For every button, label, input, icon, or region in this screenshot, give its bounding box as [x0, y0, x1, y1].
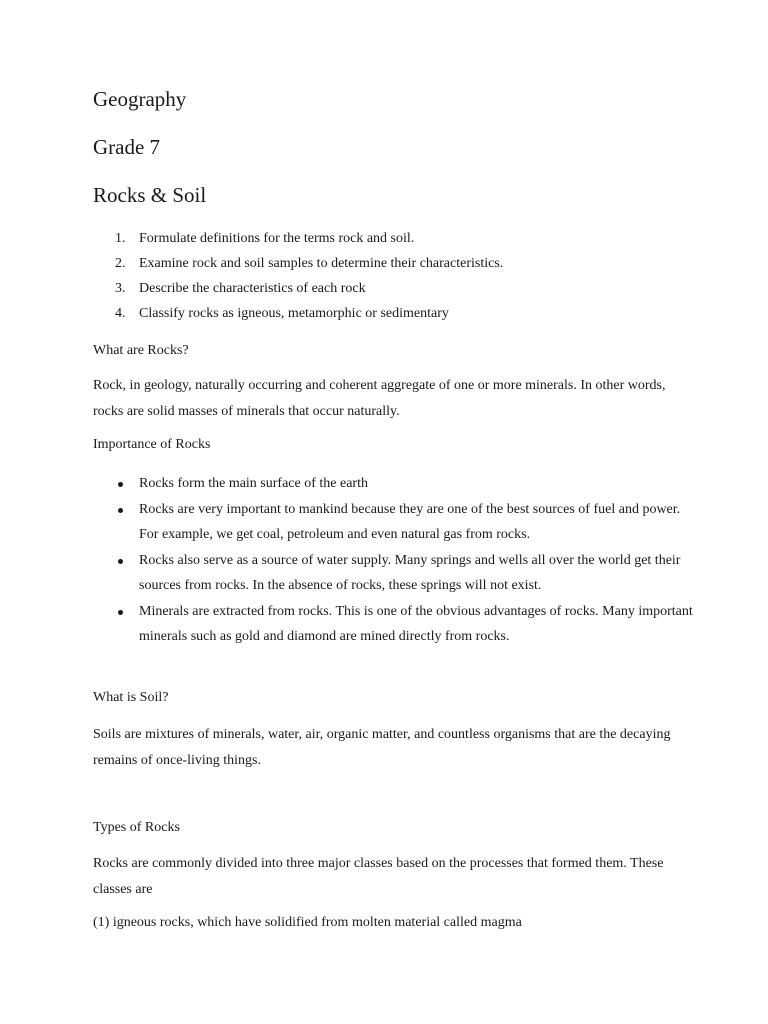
importance-item	[93, 599, 693, 650]
soil-definition: Soils are mixtures of minerals, water, air, organic matter, and countless organisms that are the decaying remains of once-living things.	[93, 727, 671, 768]
bullet-icon	[118, 559, 123, 564]
objective-text: Describe the characteristics of each rock	[139, 281, 366, 296]
objective-text: Examine rock and soil samples to determine their characteristics.	[139, 256, 504, 271]
importance-text: Minerals are extracted from rocks. This is one of the obvious advantages of rocks. Many important minerals such as gold and diamond are mined directly from rocks.	[139, 603, 693, 644]
importance-text: Rocks also serve as a source of water supply. Many springs and wells all over the world get their sources from rocks. In the absence of rocks, these springs will not exist.	[139, 552, 681, 593]
objective-text: Formulate definitions for the terms rock and soil.	[139, 231, 415, 246]
rocks-definition: Rock, in geology, naturally occurring and coherent aggregate of one or more minerals. In other words, rocks are solid masses of minerals that occur naturally.	[93, 378, 666, 419]
objective-number: 2.	[115, 256, 126, 271]
objective-item	[93, 229, 503, 254]
igneous-class-text: (1) igneous rocks, which have solidified from molten material called magma	[93, 915, 522, 930]
importance-item	[93, 471, 693, 497]
bullet-icon	[118, 482, 123, 487]
soil-section-title: What is Soil?	[93, 690, 169, 705]
importance-section-title: Importance of Rocks	[93, 437, 211, 452]
objective-text: Classify rocks as igneous, metamorphic or sedimentary	[139, 306, 449, 321]
bullet-icon	[118, 508, 123, 513]
bullet-icon	[118, 610, 123, 615]
topic-heading: Rocks & Soil	[93, 183, 207, 207]
importance-item	[93, 548, 693, 599]
importance-list	[93, 471, 693, 650]
importance-text: Rocks are very important to mankind because they are one of the best sources of fuel and power. For example, we get coal, petroleum and even natural gas from rocks.	[139, 501, 681, 542]
importance-item	[93, 497, 693, 548]
types-intro: Rocks are commonly divided into three major classes based on the processes that formed them. These classes are	[93, 856, 664, 897]
objective-number: 3.	[115, 281, 126, 296]
objectives-list	[93, 229, 503, 329]
grade-heading: Grade 7	[93, 135, 161, 159]
importance-text: Rocks form the main surface of the earth	[139, 476, 368, 491]
objective-number: 4.	[115, 306, 126, 321]
objective-item	[93, 254, 503, 279]
objective-item	[93, 279, 503, 304]
types-section-title: Types of Rocks	[93, 820, 180, 835]
rocks-section-title: What are Rocks?	[93, 343, 189, 358]
subject-heading: Geography	[93, 87, 187, 111]
objective-number: 1.	[115, 231, 126, 246]
objective-item	[93, 304, 503, 329]
